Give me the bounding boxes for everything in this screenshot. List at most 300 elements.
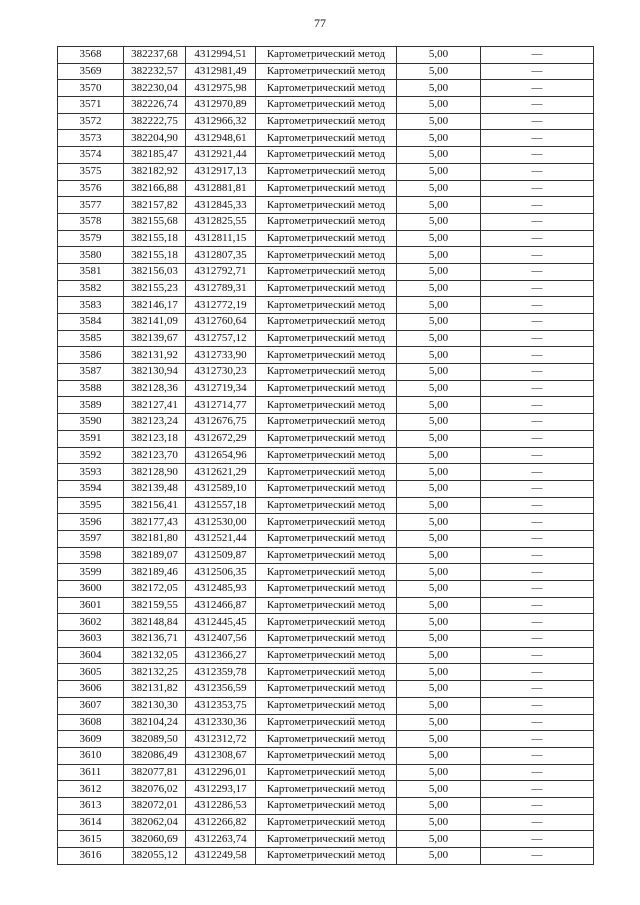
- table-row: [58, 681, 594, 698]
- point-number-cell: 3611: [58, 764, 124, 781]
- x-coordinate-cell: 382076,02: [124, 781, 186, 798]
- point-number-cell: 3607: [58, 697, 124, 714]
- table-row: [58, 747, 594, 764]
- point-number-cell: 3572: [58, 113, 124, 130]
- method-cell: Картометрический метод: [256, 430, 397, 447]
- x-coordinate-cell: 382156,41: [124, 497, 186, 514]
- note-cell: —: [481, 731, 594, 748]
- method-cell: Картометрический метод: [256, 47, 397, 64]
- accuracy-cell: 5,00: [397, 314, 481, 331]
- note-cell: —: [481, 848, 594, 865]
- y-coordinate-cell: 4312845,33: [186, 197, 256, 214]
- x-coordinate-cell: 382128,36: [124, 380, 186, 397]
- note-cell: —: [481, 280, 594, 297]
- x-coordinate-cell: 382131,82: [124, 681, 186, 698]
- accuracy-cell: 5,00: [397, 130, 481, 147]
- note-cell: —: [481, 814, 594, 831]
- point-number-cell: 3615: [58, 831, 124, 848]
- point-number-cell: 3601: [58, 597, 124, 614]
- y-coordinate-cell: 4312485,93: [186, 581, 256, 598]
- note-cell: —: [481, 747, 594, 764]
- y-coordinate-cell: 4312366,27: [186, 647, 256, 664]
- accuracy-cell: 5,00: [397, 480, 481, 497]
- table-row: [58, 147, 594, 164]
- note-cell: —: [481, 697, 594, 714]
- note-cell: —: [481, 263, 594, 280]
- method-cell: Картометрический метод: [256, 664, 397, 681]
- x-coordinate-cell: 382159,55: [124, 597, 186, 614]
- x-coordinate-cell: 382222,75: [124, 113, 186, 130]
- method-cell: Картометрический метод: [256, 781, 397, 798]
- y-coordinate-cell: 4312807,35: [186, 247, 256, 264]
- method-cell: Картометрический метод: [256, 681, 397, 698]
- x-coordinate-cell: 382141,09: [124, 314, 186, 331]
- table-row: [58, 163, 594, 180]
- x-coordinate-cell: 382230,04: [124, 80, 186, 97]
- accuracy-cell: 5,00: [397, 364, 481, 381]
- table-row: [58, 564, 594, 581]
- y-coordinate-cell: 4312466,87: [186, 597, 256, 614]
- note-cell: —: [481, 180, 594, 197]
- accuracy-cell: 5,00: [397, 814, 481, 831]
- y-coordinate-cell: 4312917,13: [186, 163, 256, 180]
- y-coordinate-cell: 4312825,55: [186, 213, 256, 230]
- y-coordinate-cell: 4312621,29: [186, 464, 256, 481]
- method-cell: Картометрический метод: [256, 147, 397, 164]
- note-cell: —: [481, 614, 594, 631]
- accuracy-cell: 5,00: [397, 63, 481, 80]
- method-cell: Картометрический метод: [256, 330, 397, 347]
- point-number-cell: 3571: [58, 97, 124, 114]
- y-coordinate-cell: 4312296,01: [186, 764, 256, 781]
- note-cell: —: [481, 664, 594, 681]
- table-row: [58, 113, 594, 130]
- x-coordinate-cell: 382155,18: [124, 230, 186, 247]
- y-coordinate-cell: 4312530,00: [186, 514, 256, 531]
- method-cell: Картометрический метод: [256, 647, 397, 664]
- note-cell: —: [481, 530, 594, 547]
- accuracy-cell: 5,00: [397, 597, 481, 614]
- accuracy-cell: 5,00: [397, 213, 481, 230]
- accuracy-cell: 5,00: [397, 781, 481, 798]
- table-row: [58, 647, 594, 664]
- point-number-cell: 3576: [58, 180, 124, 197]
- x-coordinate-cell: 382127,41: [124, 397, 186, 414]
- note-cell: —: [481, 97, 594, 114]
- table-row: [58, 197, 594, 214]
- point-number-cell: 3594: [58, 480, 124, 497]
- accuracy-cell: 5,00: [397, 681, 481, 698]
- note-cell: —: [481, 113, 594, 130]
- point-number-cell: 3604: [58, 647, 124, 664]
- x-coordinate-cell: 382123,18: [124, 430, 186, 447]
- y-coordinate-cell: 4312445,45: [186, 614, 256, 631]
- x-coordinate-cell: 382123,24: [124, 414, 186, 431]
- table-row: [58, 597, 594, 614]
- point-number-cell: 3606: [58, 681, 124, 698]
- table-row: [58, 464, 594, 481]
- method-cell: Картометрический метод: [256, 97, 397, 114]
- point-number-cell: 3588: [58, 380, 124, 397]
- x-coordinate-cell: 382189,07: [124, 547, 186, 564]
- table-row: [58, 47, 594, 64]
- x-coordinate-cell: 382166,88: [124, 180, 186, 197]
- note-cell: —: [481, 414, 594, 431]
- accuracy-cell: 5,00: [397, 447, 481, 464]
- point-number-cell: 3590: [58, 414, 124, 431]
- note-cell: —: [481, 564, 594, 581]
- note-cell: —: [481, 163, 594, 180]
- note-cell: —: [481, 47, 594, 64]
- y-coordinate-cell: 4312312,72: [186, 731, 256, 748]
- y-coordinate-cell: 4312966,32: [186, 113, 256, 130]
- accuracy-cell: 5,00: [397, 197, 481, 214]
- point-number-cell: 3578: [58, 213, 124, 230]
- table-row: [58, 614, 594, 631]
- x-coordinate-cell: 382136,71: [124, 631, 186, 648]
- point-number-cell: 3568: [58, 47, 124, 64]
- note-cell: —: [481, 764, 594, 781]
- table-row: [58, 130, 594, 147]
- x-coordinate-cell: 382148,84: [124, 614, 186, 631]
- y-coordinate-cell: 4312811,15: [186, 230, 256, 247]
- method-cell: Картометрический метод: [256, 797, 397, 814]
- point-number-cell: 3569: [58, 63, 124, 80]
- y-coordinate-cell: 4312557,18: [186, 497, 256, 514]
- note-cell: —: [481, 714, 594, 731]
- note-cell: —: [481, 147, 594, 164]
- y-coordinate-cell: 4312407,56: [186, 631, 256, 648]
- note-cell: —: [481, 581, 594, 598]
- x-coordinate-cell: 382131,92: [124, 347, 186, 364]
- method-cell: Картометрический метод: [256, 831, 397, 848]
- y-coordinate-cell: 4312881,81: [186, 180, 256, 197]
- accuracy-cell: 5,00: [397, 547, 481, 564]
- accuracy-cell: 5,00: [397, 647, 481, 664]
- x-coordinate-cell: 382237,68: [124, 47, 186, 64]
- table-row: [58, 480, 594, 497]
- y-coordinate-cell: 4312353,75: [186, 697, 256, 714]
- x-coordinate-cell: 382128,90: [124, 464, 186, 481]
- method-cell: Картометрический метод: [256, 814, 397, 831]
- x-coordinate-cell: 382172,05: [124, 581, 186, 598]
- method-cell: Картометрический метод: [256, 447, 397, 464]
- accuracy-cell: 5,00: [397, 430, 481, 447]
- table-row: [58, 380, 594, 397]
- table-row: [58, 848, 594, 865]
- x-coordinate-cell: 382062,04: [124, 814, 186, 831]
- method-cell: Картометрический метод: [256, 113, 397, 130]
- note-cell: —: [481, 781, 594, 798]
- x-coordinate-cell: 382123,70: [124, 447, 186, 464]
- y-coordinate-cell: 4312719,34: [186, 380, 256, 397]
- method-cell: Картометрический метод: [256, 380, 397, 397]
- y-coordinate-cell: 4312757,12: [186, 330, 256, 347]
- accuracy-cell: 5,00: [397, 530, 481, 547]
- y-coordinate-cell: 4312286,53: [186, 797, 256, 814]
- table-row: [58, 764, 594, 781]
- point-number-cell: 3593: [58, 464, 124, 481]
- accuracy-cell: 5,00: [397, 297, 481, 314]
- point-number-cell: 3589: [58, 397, 124, 414]
- note-cell: —: [481, 831, 594, 848]
- y-coordinate-cell: 4312506,35: [186, 564, 256, 581]
- table-row: [58, 831, 594, 848]
- method-cell: Картометрический метод: [256, 564, 397, 581]
- y-coordinate-cell: 4312975,98: [186, 80, 256, 97]
- accuracy-cell: 5,00: [397, 581, 481, 598]
- point-number-cell: 3595: [58, 497, 124, 514]
- method-cell: Картометрический метод: [256, 163, 397, 180]
- y-coordinate-cell: 4312521,44: [186, 530, 256, 547]
- table-row: [58, 364, 594, 381]
- y-coordinate-cell: 4312792,71: [186, 263, 256, 280]
- point-number-cell: 3597: [58, 530, 124, 547]
- method-cell: Картометрический метод: [256, 314, 397, 331]
- accuracy-cell: 5,00: [397, 631, 481, 648]
- method-cell: Картометрический метод: [256, 347, 397, 364]
- y-coordinate-cell: 4312760,64: [186, 314, 256, 331]
- table-row: [58, 213, 594, 230]
- note-cell: —: [481, 230, 594, 247]
- method-cell: Картометрический метод: [256, 547, 397, 564]
- note-cell: —: [481, 314, 594, 331]
- accuracy-cell: 5,00: [397, 731, 481, 748]
- method-cell: Картометрический метод: [256, 280, 397, 297]
- table-row: [58, 247, 594, 264]
- x-coordinate-cell: 382185,47: [124, 147, 186, 164]
- note-cell: —: [481, 430, 594, 447]
- method-cell: Картометрический метод: [256, 80, 397, 97]
- accuracy-cell: 5,00: [397, 113, 481, 130]
- accuracy-cell: 5,00: [397, 747, 481, 764]
- accuracy-cell: 5,00: [397, 564, 481, 581]
- table-row: [58, 80, 594, 97]
- note-cell: —: [481, 330, 594, 347]
- accuracy-cell: 5,00: [397, 280, 481, 297]
- table-row: [58, 631, 594, 648]
- accuracy-cell: 5,00: [397, 347, 481, 364]
- method-cell: Картометрический метод: [256, 597, 397, 614]
- accuracy-cell: 5,00: [397, 397, 481, 414]
- note-cell: —: [481, 130, 594, 147]
- accuracy-cell: 5,00: [397, 163, 481, 180]
- y-coordinate-cell: 4312308,67: [186, 747, 256, 764]
- y-coordinate-cell: 4312730,23: [186, 364, 256, 381]
- point-number-cell: 3608: [58, 714, 124, 731]
- method-cell: Картометрический метод: [256, 581, 397, 598]
- accuracy-cell: 5,00: [397, 464, 481, 481]
- x-coordinate-cell: 382189,46: [124, 564, 186, 581]
- table-row: [58, 280, 594, 297]
- table-row: [58, 297, 594, 314]
- method-cell: Картометрический метод: [256, 180, 397, 197]
- point-number-cell: 3613: [58, 797, 124, 814]
- point-number-cell: 3591: [58, 430, 124, 447]
- note-cell: —: [481, 80, 594, 97]
- method-cell: Картометрический метод: [256, 497, 397, 514]
- point-number-cell: 3612: [58, 781, 124, 798]
- point-number-cell: 3602: [58, 614, 124, 631]
- accuracy-cell: 5,00: [397, 47, 481, 64]
- y-coordinate-cell: 4312970,89: [186, 97, 256, 114]
- y-coordinate-cell: 4312676,75: [186, 414, 256, 431]
- note-cell: —: [481, 397, 594, 414]
- point-number-cell: 3587: [58, 364, 124, 381]
- y-coordinate-cell: 4312772,19: [186, 297, 256, 314]
- point-number-cell: 3574: [58, 147, 124, 164]
- accuracy-cell: 5,00: [397, 414, 481, 431]
- table-row: [58, 547, 594, 564]
- note-cell: —: [481, 597, 594, 614]
- page-number: 77: [314, 16, 326, 30]
- point-number-cell: 3584: [58, 314, 124, 331]
- accuracy-cell: 5,00: [397, 697, 481, 714]
- table-row: [58, 814, 594, 831]
- table-row: [58, 430, 594, 447]
- point-number-cell: 3614: [58, 814, 124, 831]
- accuracy-cell: 5,00: [397, 80, 481, 97]
- point-number-cell: 3586: [58, 347, 124, 364]
- method-cell: Картометрический метод: [256, 731, 397, 748]
- x-coordinate-cell: 382157,82: [124, 197, 186, 214]
- y-coordinate-cell: 4312714,77: [186, 397, 256, 414]
- method-cell: Картометрический метод: [256, 514, 397, 531]
- method-cell: Картометрический метод: [256, 747, 397, 764]
- x-coordinate-cell: 382204,90: [124, 130, 186, 147]
- table-row: [58, 414, 594, 431]
- table-row: [58, 697, 594, 714]
- y-coordinate-cell: 4312672,29: [186, 430, 256, 447]
- table-row: [58, 330, 594, 347]
- note-cell: —: [481, 297, 594, 314]
- x-coordinate-cell: 382155,18: [124, 247, 186, 264]
- point-number-cell: 3609: [58, 731, 124, 748]
- x-coordinate-cell: 382139,67: [124, 330, 186, 347]
- table-row: [58, 581, 594, 598]
- table-row: [58, 664, 594, 681]
- x-coordinate-cell: 382132,25: [124, 664, 186, 681]
- accuracy-cell: 5,00: [397, 764, 481, 781]
- point-number-cell: 3616: [58, 848, 124, 865]
- y-coordinate-cell: 4312948,61: [186, 130, 256, 147]
- method-cell: Картометрический метод: [256, 130, 397, 147]
- x-coordinate-cell: 382086,49: [124, 747, 186, 764]
- y-coordinate-cell: 4312293,17: [186, 781, 256, 798]
- method-cell: Картометрический метод: [256, 530, 397, 547]
- x-coordinate-cell: 382077,81: [124, 764, 186, 781]
- method-cell: Картометрический метод: [256, 197, 397, 214]
- x-coordinate-cell: 382226,74: [124, 97, 186, 114]
- method-cell: Картометрический метод: [256, 297, 397, 314]
- x-coordinate-cell: 382177,43: [124, 514, 186, 531]
- note-cell: —: [481, 797, 594, 814]
- method-cell: Картометрический метод: [256, 697, 397, 714]
- table-row: [58, 714, 594, 731]
- method-cell: Картометрический метод: [256, 764, 397, 781]
- method-cell: Картометрический метод: [256, 247, 397, 264]
- x-coordinate-cell: 382181,80: [124, 530, 186, 547]
- accuracy-cell: 5,00: [397, 180, 481, 197]
- note-cell: —: [481, 364, 594, 381]
- accuracy-cell: 5,00: [397, 263, 481, 280]
- point-number-cell: 3605: [58, 664, 124, 681]
- method-cell: Картометрический метод: [256, 480, 397, 497]
- table-row: [58, 230, 594, 247]
- y-coordinate-cell: 4312981,49: [186, 63, 256, 80]
- accuracy-cell: 5,00: [397, 714, 481, 731]
- point-number-cell: 3598: [58, 547, 124, 564]
- accuracy-cell: 5,00: [397, 664, 481, 681]
- y-coordinate-cell: 4312589,10: [186, 480, 256, 497]
- x-coordinate-cell: 382089,50: [124, 731, 186, 748]
- point-number-cell: 3582: [58, 280, 124, 297]
- y-coordinate-cell: 4312359,78: [186, 664, 256, 681]
- point-number-cell: 3570: [58, 80, 124, 97]
- note-cell: —: [481, 547, 594, 564]
- accuracy-cell: 5,00: [397, 514, 481, 531]
- accuracy-cell: 5,00: [397, 797, 481, 814]
- y-coordinate-cell: 4312509,87: [186, 547, 256, 564]
- y-coordinate-cell: 4312733,90: [186, 347, 256, 364]
- accuracy-cell: 5,00: [397, 380, 481, 397]
- accuracy-cell: 5,00: [397, 97, 481, 114]
- table-row: [58, 397, 594, 414]
- note-cell: —: [481, 247, 594, 264]
- method-cell: Картометрический метод: [256, 631, 397, 648]
- table-row: [58, 97, 594, 114]
- note-cell: —: [481, 380, 594, 397]
- x-coordinate-cell: 382155,68: [124, 213, 186, 230]
- note-cell: —: [481, 647, 594, 664]
- point-number-cell: 3592: [58, 447, 124, 464]
- accuracy-cell: 5,00: [397, 497, 481, 514]
- table-row: [58, 797, 594, 814]
- y-coordinate-cell: 4312266,82: [186, 814, 256, 831]
- y-coordinate-cell: 4312249,58: [186, 848, 256, 865]
- table-row: [58, 63, 594, 80]
- x-coordinate-cell: 382139,48: [124, 480, 186, 497]
- point-number-cell: 3579: [58, 230, 124, 247]
- table-row: [58, 263, 594, 280]
- note-cell: —: [481, 197, 594, 214]
- accuracy-cell: 5,00: [397, 330, 481, 347]
- note-cell: —: [481, 681, 594, 698]
- point-number-cell: 3599: [58, 564, 124, 581]
- method-cell: Картометрический метод: [256, 230, 397, 247]
- table-row: [58, 731, 594, 748]
- point-number-cell: 3610: [58, 747, 124, 764]
- table-row: [58, 314, 594, 331]
- point-number-cell: 3577: [58, 197, 124, 214]
- x-coordinate-cell: 382132,05: [124, 647, 186, 664]
- y-coordinate-cell: 4312356,59: [186, 681, 256, 698]
- point-number-cell: 3575: [58, 163, 124, 180]
- accuracy-cell: 5,00: [397, 848, 481, 865]
- point-number-cell: 3581: [58, 263, 124, 280]
- method-cell: Картометрический метод: [256, 848, 397, 865]
- table-row: [58, 530, 594, 547]
- note-cell: —: [481, 347, 594, 364]
- method-cell: Картометрический метод: [256, 614, 397, 631]
- x-coordinate-cell: 382146,17: [124, 297, 186, 314]
- accuracy-cell: 5,00: [397, 230, 481, 247]
- method-cell: Картометрический метод: [256, 263, 397, 280]
- method-cell: Картометрический метод: [256, 464, 397, 481]
- x-coordinate-cell: 382156,03: [124, 263, 186, 280]
- note-cell: —: [481, 213, 594, 230]
- y-coordinate-cell: 4312789,31: [186, 280, 256, 297]
